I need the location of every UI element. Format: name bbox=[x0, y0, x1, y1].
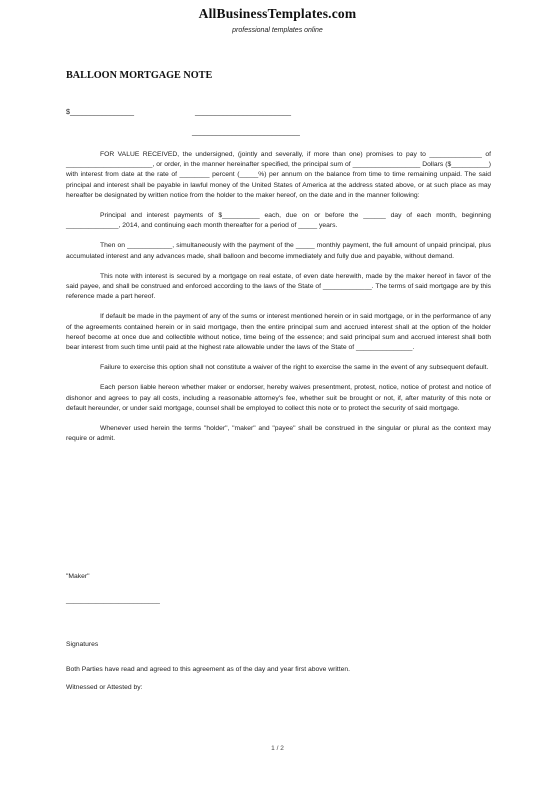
maker-signature-line: _________________________ bbox=[66, 597, 160, 604]
maker-label: "Maker" bbox=[66, 573, 90, 580]
page-number: 1 / 2 bbox=[271, 745, 284, 752]
location-line-1: ________________________ bbox=[195, 107, 291, 116]
document-title: BALLOON MORTGAGE NOTE bbox=[66, 70, 213, 81]
paragraph-costs: Each person liable hereon whether maker or endorser, hereby waives presentment, protest, notice, notice of protest and notice of dishonor and agrees to pay all costs, including a reasonable attorney's fee, whether suit be brought or not, if, after maturity of this note or default hereunder, or under said mortgage, counsel shall be employed to collect this note or to protect the security of said mortgage. bbox=[66, 384, 491, 412]
signatures-heading: Signatures bbox=[66, 641, 99, 648]
note-body bbox=[66, 150, 491, 454]
paragraph-waiver: Failure to exercise this option shall not constitute a waiver of the right to exercise the same in the event of any subsequent default. bbox=[100, 364, 489, 372]
paragraph-payments: Principal and interest payments of $__________ each, due on or before the ______ day of each month, beginning ______________, 2014, and continuing each month thereafter for a period of _____ years. bbox=[66, 212, 491, 230]
brand-header bbox=[0, 6, 555, 34]
paragraph-terms: Whenever used herein the terms "holder", "maker" and "payee" shall be construed in the singular or plural as the context may require or admit. bbox=[66, 425, 491, 443]
paragraph-default: If default be made in the payment of any of the sums or interest mentioned herein or in said mortgage, or in the performance of any of the agreements contained herein or in said mortgage, then the entire principal sum and accrued interest shall at the option of the holder hereof become at once due and collectible without notice, time being of the essence; and said principal sum and accrued interest shall both bear interest from such time until paid at the highest rate allowable under the laws of the State of _______________. bbox=[66, 313, 491, 352]
location-line-2: ___________________________ bbox=[192, 127, 300, 136]
brand-title: AllBusinessTemplates.com bbox=[198, 6, 357, 21]
paragraph-balloon: Then on ____________, simultaneously with the payment of the _____ monthly payment, the full amount of unpaid principal, plus accumulated interest and any advances made, shall balloon and become immediately and fully due and payable, without demand. bbox=[66, 242, 491, 260]
brand-tagline: professional templates online bbox=[232, 27, 323, 34]
amount-line: $________________ bbox=[66, 107, 134, 116]
witness-text: Witnessed or Attested by: bbox=[66, 684, 143, 691]
paragraph-security: This note with interest is secured by a mortgage on real estate, of even date herewith, made by the maker hereof in favor of the said payee, and shall be construed and enforced according to the laws of the State of _____________. The terms of said mortgage are by this reference made a part hereof. bbox=[66, 272, 491, 301]
paragraph-promise: FOR VALUE RECEIVED, the undersigned, (jointly and severally, if more than one) promises to pay to ______________ of _______________________, or order, in the manner hereinafter specified, the principal sum of __________________ Dollars ($__________) with interest from date at the rate of ________ percent (_____%) per annum on the balance from time to time remaining unpaid. The said principal and interest shall be payable in lawful money of the United States of America at the address stated above, or at such place as may hereafter be designated by written notice from the holder to the maker hereof, on the date and in the manner following: bbox=[66, 151, 491, 199]
agreement-text: Both Parties have read and agreed to this agreement as of the day and year first above written. bbox=[66, 666, 351, 673]
